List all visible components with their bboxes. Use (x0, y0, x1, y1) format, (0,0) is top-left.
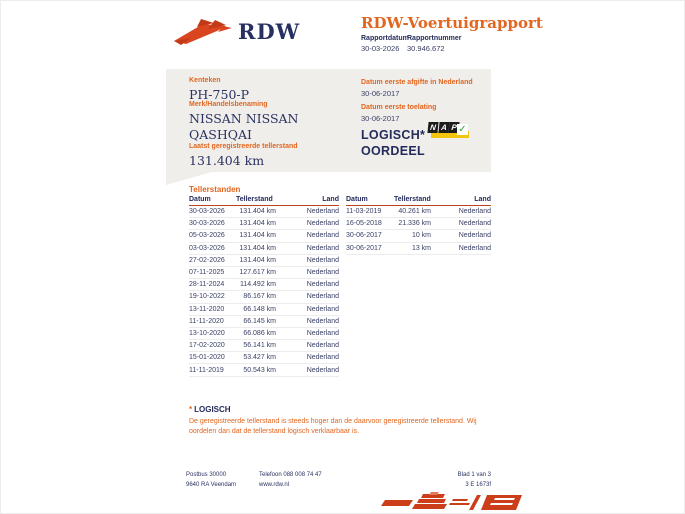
col-header-land: Land (474, 196, 491, 203)
table-cell: Nederland (306, 244, 339, 252)
rdw-logo-bird-icon (173, 14, 233, 46)
table-cell: Nederland (306, 342, 339, 350)
nap-logo (428, 122, 470, 141)
table-row (189, 291, 339, 303)
table-row (346, 206, 491, 218)
table-cell: 40.261 km (398, 208, 431, 216)
table-cell: 11-11-2020 (189, 317, 224, 325)
footer-website-link[interactable]: www.rdw.nl (259, 482, 290, 488)
table-row (189, 304, 339, 316)
table-cell: Nederland (306, 293, 339, 301)
table-cell: 131.404 km (239, 208, 276, 216)
report-date-label: Rapportdatum (361, 35, 409, 42)
table-cell: 30-06-2017 (346, 244, 382, 252)
table-cell: 66.145 km (243, 317, 276, 325)
merk-label: Merk/Handelsbenaming (189, 101, 268, 108)
oordeel-text (361, 127, 425, 159)
laatste-tellerstand-label: Laatst geregistreerde tellerstand (189, 143, 298, 150)
table-cell: 28-11-2024 (189, 281, 225, 289)
table-cell: 30-03-2026 (189, 220, 225, 228)
table-cell: 56.141 km (243, 342, 276, 350)
table-cell: Nederland (306, 208, 339, 216)
oordeel-line2: OORDEEL (361, 144, 425, 158)
footer-address (186, 470, 236, 490)
table-cell: 19-10-2022 (189, 293, 225, 301)
table-cell: Nederland (306, 366, 339, 374)
table-cell: 131.404 km (239, 244, 276, 252)
nap-letter-p: P (448, 122, 459, 133)
table-row (189, 340, 339, 352)
table-cell: 131.404 km (239, 256, 276, 264)
table-row (346, 218, 491, 230)
table-cell: Nederland (306, 317, 339, 325)
merk-field (189, 100, 321, 143)
table-row (189, 255, 339, 267)
table-cell: 50.543 km (243, 366, 276, 374)
footer-address-line1: Postbus 30000 (186, 472, 227, 478)
col-header-datum: Datum (189, 196, 211, 203)
table-row (189, 206, 339, 218)
toelating-label: Datum eerste toelating (361, 104, 437, 111)
laatste-tellerstand-field (189, 142, 329, 169)
rdw-logo-text: RDW (238, 19, 301, 44)
table-row (189, 279, 339, 291)
table-cell: 05-03-2026 (189, 232, 225, 240)
table-row (189, 364, 339, 376)
table-cell: 11-03-2019 (346, 208, 382, 216)
table-row (346, 243, 491, 255)
table-row (189, 218, 339, 230)
table-header-row (189, 194, 339, 206)
page-title: RDW-Voertuigrapport (361, 14, 543, 32)
report-date-value: 30-03-2026 (361, 44, 400, 53)
table-row (189, 328, 339, 340)
table-cell: 16-05-2018 (346, 220, 382, 228)
table-header-row (346, 194, 491, 206)
afgifte-value: 30-06-2017 (361, 89, 400, 98)
table-row (189, 243, 339, 255)
footnote-text: De geregistreerde tellerstand is steeds hoger dan de daarvoor geregistreerde tellerstand. Wij oordelen dan dat de tellerstand logisch verklaarbaar is. (189, 418, 477, 435)
table-body-right (346, 206, 491, 255)
footer-page-info (396, 470, 491, 490)
table-row (189, 352, 339, 364)
footer-form-code: 3 E 1673f (465, 482, 491, 488)
table-cell: Nederland (306, 281, 339, 289)
speed-stripes-graphic (373, 492, 523, 513)
afgifte-field (361, 78, 491, 98)
col-header-datum: Datum (346, 196, 368, 203)
table-cell: 10 km (411, 232, 431, 240)
table-cell: 114.492 km (239, 281, 276, 289)
table-cell: Nederland (306, 232, 339, 240)
table-row (189, 316, 339, 328)
table-cell: 66.148 km (243, 305, 276, 313)
table-cell: 07-11-2025 (189, 269, 225, 277)
table-cell: 21.336 km (398, 220, 431, 228)
table-body-left (189, 206, 339, 377)
check-icon: ✓ (458, 124, 467, 135)
toelating-field (361, 103, 491, 123)
table-cell: 17-02-2020 (189, 342, 225, 350)
nap-letter-a: A (438, 122, 449, 133)
table-cell: 53.427 km (243, 354, 276, 362)
report-number-label: Rapportnummer (407, 35, 462, 42)
footer-phone: Telefoon 088 008 74 47 (259, 472, 322, 478)
table-cell: 131.404 km (239, 220, 276, 228)
footnote-title: LOGISCH (194, 405, 231, 414)
col-header-tellerstand: Tellerstand (236, 196, 273, 203)
table-cell: Nederland (306, 220, 339, 228)
footnote-heading (189, 405, 231, 414)
table-cell: 27-02-2026 (189, 256, 225, 264)
table-cell: 13 km (411, 244, 431, 252)
tellerstanden-table-right (346, 194, 491, 255)
report-date-field (361, 35, 409, 53)
laatste-tellerstand-value: 131.404 km (189, 153, 265, 168)
table-cell: 30-06-2017 (346, 232, 382, 240)
footer-page-number: Blad 1 van 3 (457, 472, 491, 478)
table-row (189, 230, 339, 242)
table-cell: Nederland (306, 305, 339, 313)
table-cell: 13-11-2020 (189, 305, 225, 313)
table-cell: Nederland (306, 256, 339, 264)
afgifte-label: Datum eerste afgifte in Nederland (361, 79, 473, 86)
tellerstanden-title: Tellerstanden (189, 185, 241, 194)
table-cell: 03-03-2026 (189, 244, 225, 252)
table-cell: Nederland (458, 220, 491, 228)
table-cell: Nederland (458, 208, 491, 216)
col-header-tellerstand: Tellerstand (394, 196, 431, 203)
merk-value: NISSAN NISSAN QASHQAI (189, 111, 299, 142)
table-cell: Nederland (458, 244, 491, 252)
table-cell: Nederland (306, 329, 339, 337)
footer-address-line2: 9640 RA Veendam (186, 482, 237, 488)
table-cell: 13-10-2020 (189, 329, 225, 337)
table-cell: 66.086 km (243, 329, 276, 337)
table-cell: 86.167 km (243, 293, 276, 301)
oordeel-line1: LOGISCH* (361, 128, 426, 142)
table-cell: 30-03-2026 (189, 208, 225, 216)
table-cell: 15-01-2020 (189, 354, 225, 362)
table-row (346, 230, 491, 242)
kenteken-field (189, 76, 329, 103)
toelating-value: 30-06-2017 (361, 114, 400, 123)
table-cell: Nederland (306, 354, 339, 362)
footnote-asterisk: * (189, 405, 193, 414)
report-number-field (407, 35, 461, 53)
nap-letter-n: N (427, 122, 438, 133)
table-cell: 11-11-2019 (189, 366, 224, 374)
report-number-value: 30.946.672 (407, 44, 445, 53)
summary-box-tail (166, 172, 212, 185)
table-cell: 127.617 km (239, 269, 276, 277)
table-cell: Nederland (306, 269, 339, 277)
tellerstanden-table-left (189, 194, 339, 377)
kenteken-label: Kenteken (189, 77, 221, 84)
table-row (189, 267, 339, 279)
kenteken-value: PH-750-P (189, 87, 250, 102)
table-cell: Nederland (458, 232, 491, 240)
col-header-land: Land (322, 196, 339, 203)
footer-contact (259, 470, 322, 490)
table-cell: 131.404 km (239, 232, 276, 240)
